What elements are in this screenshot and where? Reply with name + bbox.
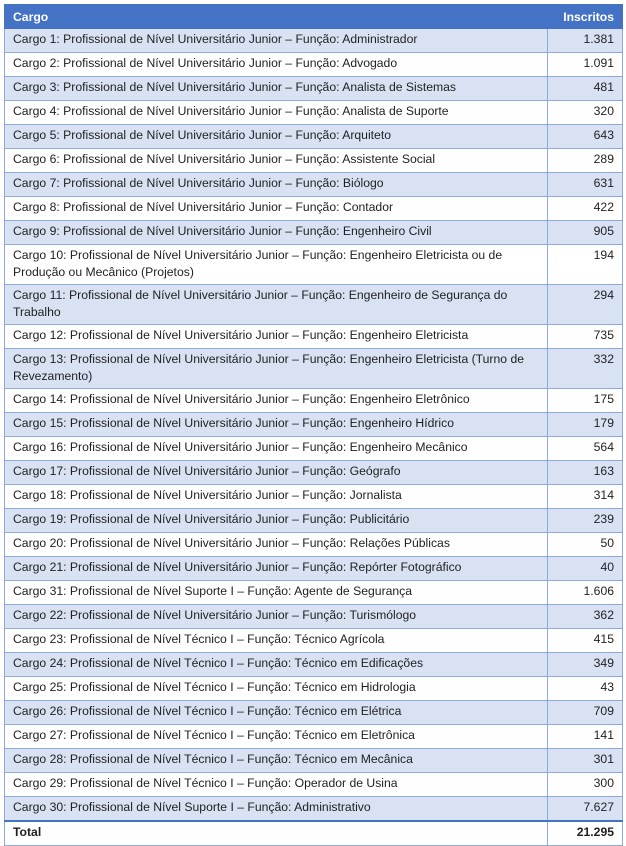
cargo-cell: Cargo 29: Profissional de Nível Técnico I – Função: Operador de Usina [5, 773, 548, 797]
inscritos-cell: 300 [548, 773, 623, 797]
table-header-row [5, 5, 623, 29]
inscritos-cell: 301 [548, 749, 623, 773]
table-row [5, 509, 623, 533]
cargo-cell: Cargo 22: Profissional de Nível Universitário Junior – Função: Turismólogo [5, 605, 548, 629]
inscritos-cell: 179 [548, 413, 623, 437]
total-value: 21.295 [548, 821, 623, 846]
table-row [5, 221, 623, 245]
cargo-cell: Cargo 3: Profissional de Nível Universitário Junior – Função: Analista de Sistemas [5, 77, 548, 101]
inscritos-cell: 1.606 [548, 581, 623, 605]
table-row [5, 285, 623, 325]
cargo-cell: Cargo 7: Profissional de Nível Universitário Junior – Função: Biólogo [5, 173, 548, 197]
inscritos-cell: 40 [548, 557, 623, 581]
table-row [5, 677, 623, 701]
cargo-cell: Cargo 17: Profissional de Nível Universitário Junior – Função: Geógrafo [5, 461, 548, 485]
inscritos-cell: 631 [548, 173, 623, 197]
table-row [5, 349, 623, 389]
cargo-cell: Cargo 21: Profissional de Nível Universitário Junior – Função: Repórter Fotográfico [5, 557, 548, 581]
inscritos-cell: 175 [548, 389, 623, 413]
table-row [5, 173, 623, 197]
total-row [5, 821, 623, 846]
table-row [5, 29, 623, 53]
table-row [5, 581, 623, 605]
inscritos-cell: 239 [548, 509, 623, 533]
cargo-cell: Cargo 5: Profissional de Nível Universitário Junior – Função: Arquiteto [5, 125, 548, 149]
table-row [5, 197, 623, 221]
table-row [5, 725, 623, 749]
table-row [5, 77, 623, 101]
inscritos-cell: 294 [548, 285, 623, 325]
total-label: Total [5, 821, 548, 846]
table-row [5, 653, 623, 677]
cargo-cell: Cargo 20: Profissional de Nível Universitário Junior – Função: Relações Públicas [5, 533, 548, 557]
inscritos-cell: 289 [548, 149, 623, 173]
inscritos-cell: 141 [548, 725, 623, 749]
inscritos-cell: 709 [548, 701, 623, 725]
table-row [5, 773, 623, 797]
cargo-cell: Cargo 19: Profissional de Nível Universitário Junior – Função: Publicitário [5, 509, 548, 533]
table-row [5, 797, 623, 822]
inscritos-cell: 50 [548, 533, 623, 557]
cargo-cell: Cargo 14: Profissional de Nível Universitário Junior – Função: Engenheiro Eletrônico [5, 389, 548, 413]
inscritos-cell: 7.627 [548, 797, 623, 822]
table-row [5, 245, 623, 285]
table-body [5, 29, 623, 822]
cargo-cell: Cargo 2: Profissional de Nível Universitário Junior – Função: Advogado [5, 53, 548, 77]
inscritos-cell: 349 [548, 653, 623, 677]
cargo-cell: Cargo 24: Profissional de Nível Técnico I – Função: Técnico em Edificações [5, 653, 548, 677]
inscritos-cell: 1.091 [548, 53, 623, 77]
table-row [5, 533, 623, 557]
inscritos-cell: 332 [548, 349, 623, 389]
inscritos-cell: 194 [548, 245, 623, 285]
table-row [5, 461, 623, 485]
table-row [5, 149, 623, 173]
cargo-cell: Cargo 30: Profissional de Nível Suporte I – Função: Administrativo [5, 797, 548, 822]
cargo-cell: Cargo 27: Profissional de Nível Técnico I – Função: Técnico em Eletrônica [5, 725, 548, 749]
table-row [5, 389, 623, 413]
inscritos-cell: 415 [548, 629, 623, 653]
inscritos-cell: 320 [548, 101, 623, 125]
table-row [5, 101, 623, 125]
cargo-cell: Cargo 25: Profissional de Nível Técnico I – Função: Técnico em Hidrologia [5, 677, 548, 701]
cargo-cell: Cargo 4: Profissional de Nível Universitário Junior – Função: Analista de Suporte [5, 101, 548, 125]
cargo-cell: Cargo 31: Profissional de Nível Suporte I – Função: Agente de Segurança [5, 581, 548, 605]
cargo-cell: Cargo 1: Profissional de Nível Universitário Junior – Função: Administrador [5, 29, 548, 53]
table-row [5, 437, 623, 461]
cargo-cell: Cargo 26: Profissional de Nível Técnico I – Função: Técnico em Elétrica [5, 701, 548, 725]
cargo-cell: Cargo 10: Profissional de Nível Universitário Junior – Função: Engenheiro Eletricista ou de Produção ou Mecânico (Projetos) [5, 245, 548, 285]
table-row [5, 125, 623, 149]
table-row [5, 557, 623, 581]
inscritos-table [4, 4, 623, 846]
table-row [5, 325, 623, 349]
table-row [5, 53, 623, 77]
cargo-cell: Cargo 11: Profissional de Nível Universitário Junior – Função: Engenheiro de Segurança do Trabalho [5, 285, 548, 325]
inscritos-table-container [4, 4, 622, 846]
cargo-cell: Cargo 13: Profissional de Nível Universitário Junior – Função: Engenheiro Eletricista (Turno de Revezamento) [5, 349, 548, 389]
cargo-cell: Cargo 6: Profissional de Nível Universitário Junior – Função: Assistente Social [5, 149, 548, 173]
inscritos-cell: 362 [548, 605, 623, 629]
cargo-cell: Cargo 15: Profissional de Nível Universitário Junior – Função: Engenheiro Hídrico [5, 413, 548, 437]
cargo-cell: Cargo 12: Profissional de Nível Universitário Junior – Função: Engenheiro Eletricista [5, 325, 548, 349]
cargo-cell: Cargo 8: Profissional de Nível Universitário Junior – Função: Contador [5, 197, 548, 221]
inscritos-cell: 422 [548, 197, 623, 221]
inscritos-cell: 43 [548, 677, 623, 701]
table-row [5, 629, 623, 653]
inscritos-cell: 314 [548, 485, 623, 509]
inscritos-cell: 905 [548, 221, 623, 245]
inscritos-cell: 1.381 [548, 29, 623, 53]
cargo-cell: Cargo 23: Profissional de Nível Técnico I – Função: Técnico Agrícola [5, 629, 548, 653]
cargo-cell: Cargo 18: Profissional de Nível Universitário Junior – Função: Jornalista [5, 485, 548, 509]
inscritos-cell: 481 [548, 77, 623, 101]
inscritos-cell: 564 [548, 437, 623, 461]
header-inscritos: Inscritos [548, 5, 623, 29]
inscritos-cell: 643 [548, 125, 623, 149]
inscritos-cell: 163 [548, 461, 623, 485]
table-row [5, 701, 623, 725]
cargo-cell: Cargo 9: Profissional de Nível Universitário Junior – Função: Engenheiro Civil [5, 221, 548, 245]
table-row [5, 485, 623, 509]
cargo-cell: Cargo 16: Profissional de Nível Universitário Junior – Função: Engenheiro Mecânico [5, 437, 548, 461]
inscritos-cell: 735 [548, 325, 623, 349]
table-row [5, 605, 623, 629]
cargo-cell: Cargo 28: Profissional de Nível Técnico I – Função: Técnico em Mecânica [5, 749, 548, 773]
table-row [5, 413, 623, 437]
table-row [5, 749, 623, 773]
header-cargo: Cargo [5, 5, 548, 29]
